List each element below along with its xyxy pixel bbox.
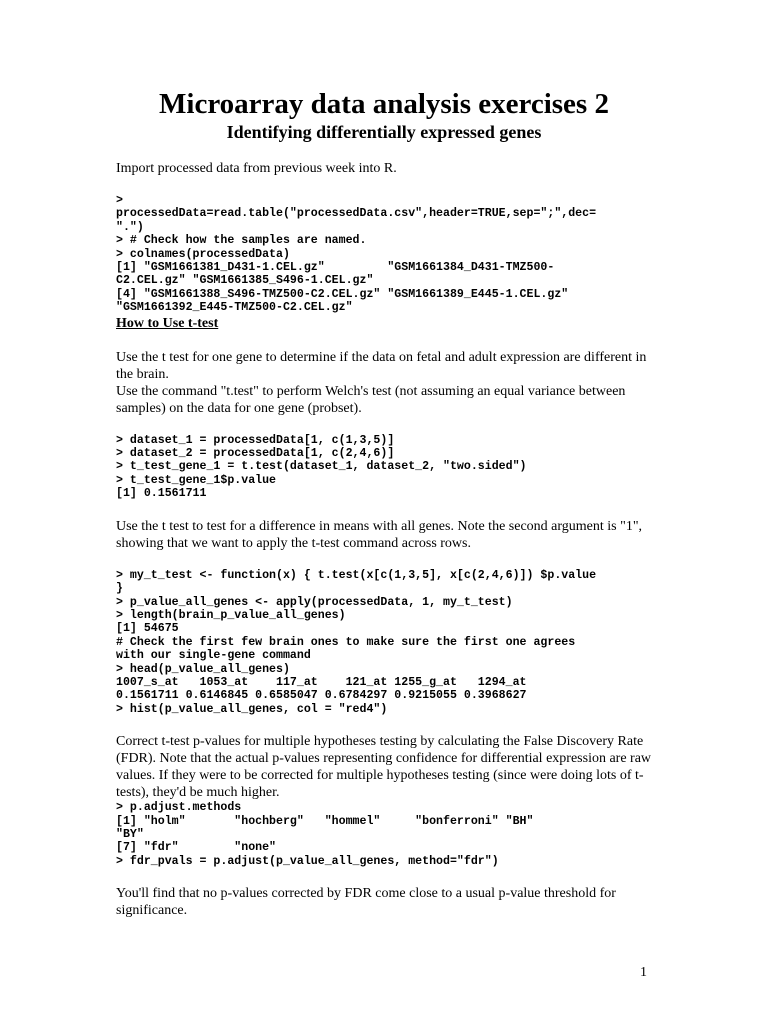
code-line: > dataset_2 = processedData[1, c(2,4,6)] (116, 447, 395, 461)
code-line: [1] 0.1561711 (116, 487, 207, 501)
code-line: > fdr_pvals = p.adjust(p_value_all_genes, method="fdr") (116, 854, 499, 868)
code-line: "BY" (116, 827, 144, 841)
conclusion-paragraph: You'll find that no p-values corrected by FDR come close to a usual p-value threshold for significance. (116, 886, 616, 919)
code-line: 0.1561711 0.6146845 0.6585047 0.6784297 0.9215055 0.3968627 (116, 689, 527, 703)
document-body (116, 160, 656, 919)
ttest-intro-paragraph-2: Use the command "t.test" to perform Welch's test (not assuming an equal variance between samples) on the data for one gene (probset). (116, 383, 626, 416)
code-line: [1] 54675 (116, 622, 179, 636)
code-line: > colnames(processedData) (116, 247, 290, 261)
code-line: > my_t_test <- function(x) { t.test(x[c(1,3,5], x[c(2,4,6)]) $p.value (116, 568, 597, 582)
page-number: 1 (640, 965, 647, 980)
code-line: } (116, 582, 123, 596)
code-line: ".") (116, 220, 144, 234)
code-line: > head(p_value_all_genes) (116, 662, 290, 676)
page-subtitle: Identifying differentially expressed genes (226, 122, 542, 142)
code-line: [1] "holm" "hochberg" "hommel" "bonferroni" "BH" (116, 814, 534, 828)
code-block-single-gene (116, 434, 656, 501)
code-line: > p_value_all_genes <- apply(processedData, 1, my_t_test) (116, 595, 513, 609)
code-line: > (116, 194, 123, 207)
code-line: [7] "fdr" "none" (116, 841, 277, 855)
code-line: > # Check how the samples are named. (116, 234, 367, 248)
page-title: Microarray data analysis exercises 2 (159, 88, 609, 120)
code-line: > t_test_gene_1$p.value (116, 473, 277, 487)
intro-paragraph: Import processed data from previous week into R. (116, 161, 397, 176)
code-line: [1] "GSM1661381_D431-1.CEL.gz" "GSM1661384_D431-TMZ500- (116, 261, 555, 275)
all-genes-paragraph: Use the t test to test for a difference in means with all genes. Note the second argument is "1", showing that we want to apply the t-test command across rows. (116, 518, 643, 551)
fdr-paragraph: Correct t-test p-values for multiple hypotheses testing by calculating the False Discovery Rate (FDR). Note that the actual p-values representing confidence for differential expression are raw values. If they were to be corrected for multiple hypotheses testing (since were doing lots of t-tests), they'd be much higher. (116, 734, 652, 801)
code-line: # Check the first few brain ones to make sure the first one agrees (116, 635, 576, 649)
code-line: [4] "GSM1661388_S496-TMZ500-C2.CEL.gz" "GSM1661389_E445-1.CEL.gz" (116, 287, 569, 301)
code-line: > hist(p_value_all_genes, col = "red4") (116, 702, 388, 716)
code-line: processedData=read.table("processedData.csv",header=TRUE,sep=";",dec= (116, 207, 597, 221)
code-line: 1007_s_at 1053_at 117_at 121_at 1255_g_at 1294_at (116, 675, 527, 689)
code-block-fdr (116, 801, 656, 868)
code-line: > t_test_gene_1 = t.test(dataset_1, dataset_2, "two.sided") (116, 460, 527, 474)
code-line: with our single-gene command (116, 649, 311, 663)
code-line: > length(brain_p_value_all_genes) (116, 608, 346, 622)
code-line: > p.adjust.methods (116, 801, 242, 815)
ttest-intro-paragraph-1: Use the t test for one gene to determine if the data on fetal and adult expression are different in the brain. (116, 349, 647, 382)
section-heading: How to Use t-test (116, 315, 219, 331)
code-line: C2.CEL.gz" "GSM1661385_S496-1.CEL.gz" (116, 274, 374, 288)
code-line: > dataset_1 = processedData[1, c(1,3,5)] (116, 433, 395, 447)
code-line: "GSM1661392_E445-TMZ500-C2.CEL.gz" (116, 301, 353, 315)
code-block-import (116, 194, 656, 315)
code-block-all-genes (116, 569, 656, 716)
